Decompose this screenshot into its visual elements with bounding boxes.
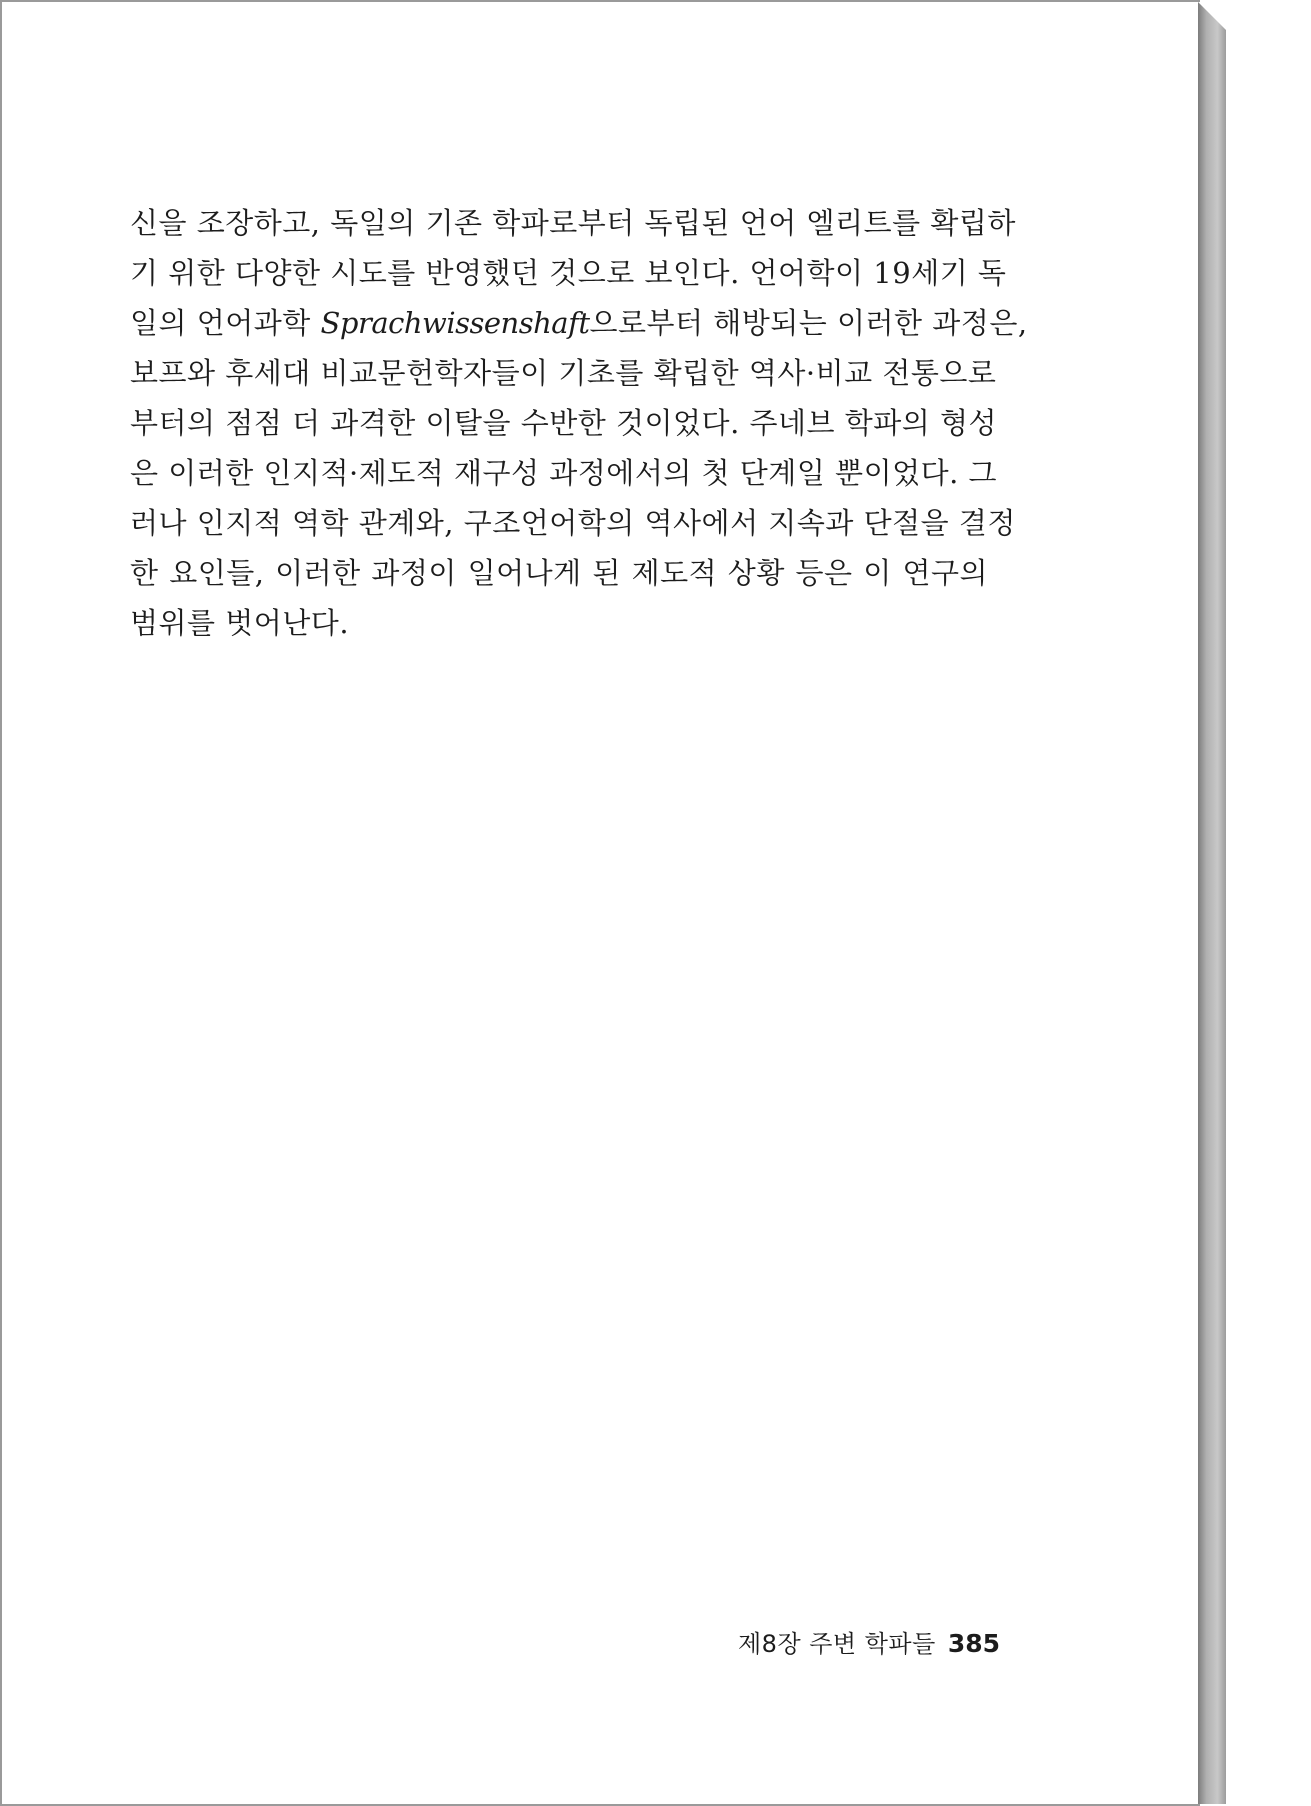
text-line: 신을 조장하고, 독일의 기존 학파로부터 독립된 언어 엘리트를 확립하	[130, 206, 1016, 240]
text-line: 부터의 점점 더 과격한 이탈을 수반한 것이었다. 주네브 학파의 형성	[130, 406, 998, 440]
running-head: 제8장 주변 학파들	[737, 1630, 936, 1658]
text-line: 은 이러한 인지적·제도적 재구성 과정에서의 첫 단계일 뿐이었다. 그	[130, 456, 998, 490]
page-footer	[702, 1624, 1000, 1659]
german-term: Sprachwissenshaft	[320, 306, 590, 340]
text-line: 보프와 후세대 비교문헌학자들이 기초를 확립한 역사·비교 전통으로	[130, 356, 997, 390]
text-line: 러나 인지적 역학 관계와, 구조언어학의 역사에서 지속과 단절을 결정	[130, 506, 1016, 540]
text-segment: 일의 언어과학	[130, 306, 311, 340]
page-edge	[1198, 2, 1226, 1804]
text-line	[130, 298, 1028, 348]
text-line: 기 위한 다양한 시도를 반영했던 것으로 보인다. 언어학이 19세기 독	[130, 256, 1007, 290]
text-line: 범위를 벗어난다.	[130, 606, 350, 640]
body-paragraph	[130, 198, 1028, 648]
page-number: 385	[947, 1629, 1000, 1658]
text-line: 한 요인들, 이러한 과정이 일어나게 된 제도적 상황 등은 이 연구의	[130, 556, 988, 590]
text-segment: 으로부터 해방되는 이러한 과정은,	[589, 306, 1028, 340]
